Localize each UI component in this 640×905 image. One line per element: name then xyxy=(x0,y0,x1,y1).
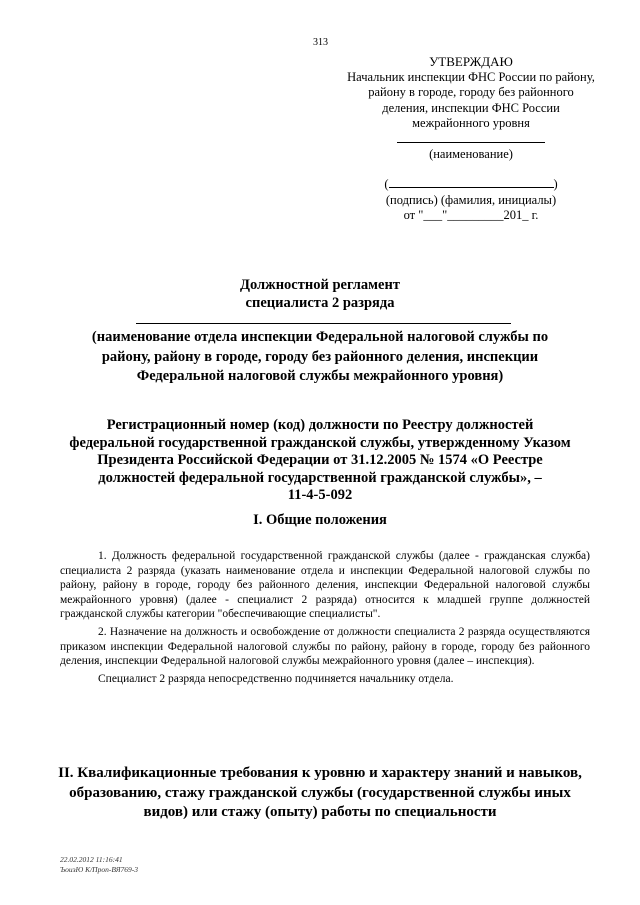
registration-number xyxy=(50,417,590,505)
approval-date: от "___"_________201_ г. xyxy=(403,208,539,222)
paragraph-2: 2. Назначение на должность и освобождение от должности специалиста 2 разряда осуществляются приказом инспекции Федеральной налоговой службы по району, району в городе, городу без районного деления, инспекции Федеральной налоговой службы межрайонного уровня (далее – инспекция). xyxy=(60,625,590,668)
reg-line-2: федеральной государственной гражданской службы, утвержденному Указом xyxy=(69,434,571,451)
section-2-line-2: образованию, стажу гражданской службы (государственной службы иных xyxy=(69,784,571,801)
section-1-body xyxy=(60,549,590,689)
department-blank-line xyxy=(136,323,511,324)
signature-row xyxy=(330,176,612,193)
signature-caption: (подпись) (фамилия, инициалы) xyxy=(385,192,557,207)
reg-line-5: 11-4-5-092 xyxy=(287,487,353,503)
document-title xyxy=(120,276,520,312)
dept-line-3: Федеральной налоговой службы межрайонного уровня) xyxy=(136,368,504,384)
footer-stamp xyxy=(60,855,138,875)
paragraph-1: 1. Должность федеральной государственной гражданской службы (далее - гражданская служба) специалиста 2 разряда (указать наименование отдела и инспекции Федеральной налоговой службы по району, району в городе, городу без районного деления, инспекции Федеральной налоговой службы межрайонного уровня) (далее - специалист 2 разряда) относится к младшей группе должностей гражданской службы категории "обеспечивающие специалисты". xyxy=(60,550,590,621)
approval-line-1: Начальник инспекции ФНС России по району, xyxy=(347,69,595,84)
title-line-1: Должностной регламент xyxy=(240,277,400,293)
section-2-line-1: II. Квалификационные требования к уровню и характеру знаний и навыков, xyxy=(58,765,582,781)
reg-line-3: Президента Российской Федерации от 31.12.2005 № 1574 «О Реестре xyxy=(97,452,543,468)
approval-title: УТВЕРЖДАЮ xyxy=(429,54,513,69)
name-blank-line xyxy=(397,142,545,143)
page-number: 313 xyxy=(313,37,328,48)
section-2-heading xyxy=(45,764,595,823)
dept-line-1: (наименование отдела инспекции Федеральной налоговой службы по xyxy=(91,329,549,345)
department-name xyxy=(70,328,570,387)
approval-line-4: межрайонного уровня xyxy=(412,116,530,130)
signature-open-paren: ( xyxy=(384,177,389,191)
reg-line-1: Регистрационный номер (код) должности по Реестру должностей xyxy=(106,417,534,433)
approval-line-2: району в городе, городу без районного xyxy=(368,85,574,99)
section-2-line-3: видов) или стажу (опыту) работы по специальности xyxy=(143,804,497,820)
section-1-heading: I. Общие положения xyxy=(253,512,387,528)
signature-blank-line xyxy=(389,176,554,188)
approval-line-3: деления, инспекции ФНС России xyxy=(382,100,560,115)
paragraph-3: Специалист 2 разряда непосредственно подчиняется начальнику отдела. xyxy=(98,672,454,685)
reg-line-4: должностей федеральной государственной гражданской службы», – xyxy=(98,469,542,486)
signature-close-paren: ) xyxy=(553,177,558,191)
name-caption: (наименование) xyxy=(429,146,513,161)
approval-block xyxy=(330,54,612,224)
dept-line-2: району, району в городе, городу без районного деления, инспекции xyxy=(101,348,539,365)
footer-line-1: 22.02.2012 11:16:41 xyxy=(60,855,123,864)
footer-line-2: ЪоизЮ К/Проп-ВЯ769-3 xyxy=(60,865,138,874)
title-line-2: специалиста 2 разряда xyxy=(245,295,395,311)
